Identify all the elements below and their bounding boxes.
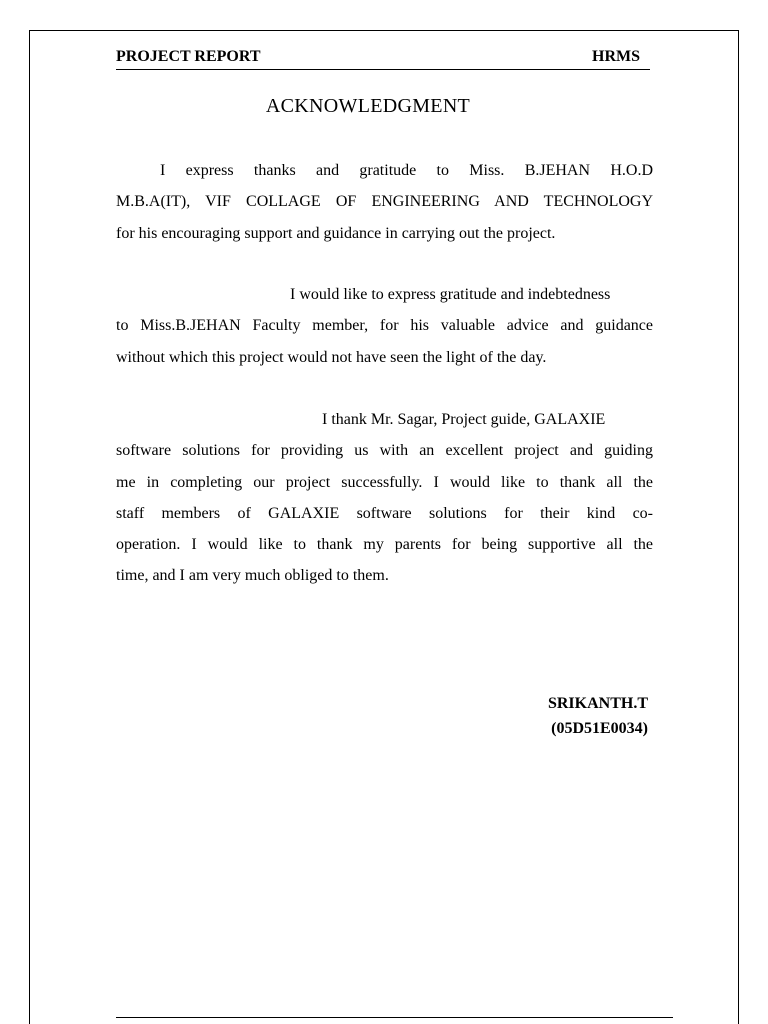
paragraph-line: to Miss.B.JEHAN Faculty member, for his valuable advice and guidance [116, 317, 653, 335]
signature-block [500, 691, 648, 741]
paragraph-line: I thank Mr. Sagar, Project guide, GALAXIE [322, 411, 606, 428]
footer-rule [116, 1017, 673, 1018]
paragraph-line: operation. I would like to thank my parents for being supportive all the [116, 536, 653, 554]
paragraph-line: I would like to express gratitude and indebtedness [290, 286, 611, 303]
paragraph-line: time, and I am very much obliged to them. [116, 567, 389, 585]
header-project-name: HRMS [592, 48, 640, 65]
page-header [116, 46, 650, 70]
page-title: ACKNOWLEDGMENT [265, 95, 471, 117]
paragraph-line: M.B.A(IT), VIF COLLAGE OF ENGINEERING AND TECHNOLOGY [116, 193, 653, 211]
acknowledgment-paragraph-3 [116, 404, 653, 592]
paragraph-line: I express thanks and gratitude to Miss. B.JEHAN H.O.D [160, 162, 653, 179]
header-report-label: PROJECT REPORT [116, 48, 261, 65]
acknowledgment-paragraph-1 [116, 155, 653, 249]
paragraph-line: me in completing our project successfully. I would like to thank all the [116, 473, 653, 491]
signature-name: SRIKANTH.T [547, 695, 648, 712]
signature-id: (05D51E0034) [551, 720, 648, 737]
paragraph-line: for his encouraging support and guidance in carrying out the project. [116, 224, 556, 242]
paragraph-line: software solutions for providing us with an excellent project and guiding [116, 442, 653, 460]
paragraph-line: staff members of GALAXIE software solutions for their kind co- [116, 504, 653, 522]
acknowledgment-paragraph-2 [116, 279, 653, 373]
paragraph-line: without which this project would not have seen the light of the day. [116, 348, 547, 366]
